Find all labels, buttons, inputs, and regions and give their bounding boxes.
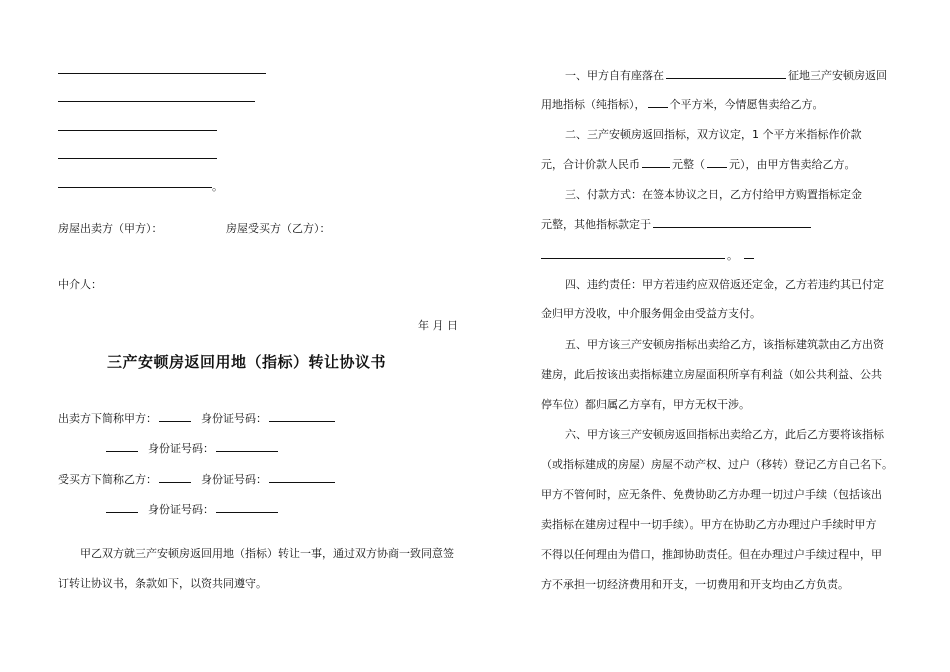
end-mark: 。 (212, 180, 223, 193)
blank-line-5 (58, 187, 212, 188)
clause-5-line-2: 建房，此后按该出卖指标建立房屋面积所享有利益（如公共利益、公共 (541, 368, 882, 381)
blank-line-3 (58, 130, 217, 131)
document-title: 三产安顿房返回用地（指标）转让协议书 (107, 353, 387, 371)
clause-3-line-2: 元整，其他指标款定于 (541, 215, 813, 232)
clause-6-line-4: 卖指标在建房过程中一切手续）。甲方在协助乙方办理过户手续时甲方 (541, 518, 877, 531)
clause-1-line-2: 用地指标（纯指标）， 个平方米，今情愿售卖给乙方。 (541, 95, 824, 112)
seller2-id-label: 身份证号码： (148, 442, 214, 455)
seller-id-label: 身份证号码： (201, 412, 267, 425)
buyer2-name-blank (106, 500, 138, 513)
date-label: 年 月 日 (418, 319, 458, 332)
buyer-id-label: 身份证号码： (201, 473, 267, 486)
intermediary-label: 中介人： (58, 278, 102, 291)
seller-id-blank (269, 409, 335, 422)
clause-5-line-1: 五、甲方该三产安顿房指标出卖给乙方，该指标建筑款由乙方出资 (565, 338, 884, 351)
buyer-row (58, 470, 337, 487)
blank-line-1 (58, 73, 266, 74)
seller-row-2 (104, 439, 280, 456)
seller-sign-label: 房屋出卖方（甲方）： (58, 222, 163, 235)
clause-4-line-1: 四、违约责任：甲方若违约应双倍返还定金，乙方若违约其已付定 (565, 278, 884, 291)
buyer-name-blank (159, 470, 191, 483)
seller-name-blank (159, 409, 191, 422)
buyer-row-2 (104, 500, 280, 517)
seller2-name-blank (106, 439, 138, 452)
blank-line-2 (58, 101, 255, 102)
payment-terms-blank (541, 246, 725, 259)
clause-6-line-3: 甲方不管何时，应无条件、免费协助乙方办理一切过户手续（包括该出 (541, 488, 882, 501)
blank-line-4 (58, 158, 217, 159)
payment-terms-blank-2 (744, 246, 754, 259)
clause-5-line-3: 停车位）都归属乙方享有，甲方无权干涉。 (541, 398, 750, 411)
clause-6-line-6: 方不承担一切经济费用和开支，一切费用和开支均由乙方负责。 (541, 578, 849, 591)
buyer-id-blank (269, 470, 335, 483)
intro-line-2: 订转让协议书，条款如下，以资共同遵守。 (58, 577, 267, 590)
clause-3-line-3: 。 (541, 246, 756, 263)
buyer2-id-label: 身份证号码： (148, 503, 214, 516)
seller-row (58, 409, 337, 426)
clause-2-line-2: 元，合计价款人民币 元整（ 元），由甲方售卖给乙方。 (541, 155, 856, 172)
intro-line-1: 甲乙双方就三产安顿房返回用地（指标）转让一事，通过双方协商一致同意签 (80, 547, 454, 560)
clause-6-line-1: 六、甲方该三产安顿房返回指标出卖给乙方，此后乙方要将该指标 (565, 428, 884, 441)
clause-6-line-2: （或指标建成的房屋）房屋不动产权、过户（移转）登记乙方自己名下。 (541, 458, 893, 471)
clause-4-line-2: 金归甲方没收，中介服务佣金由受益方支付。 (541, 307, 761, 320)
location-blank (666, 66, 786, 79)
seller2-id-blank (216, 439, 278, 452)
total-price-blank (642, 155, 670, 168)
payment-date-blank (653, 215, 811, 228)
clause-1-line-1: 一、甲方自有座落在 征地三产安顿房返回 (565, 66, 887, 83)
clause-3-line-1: 三、付款方式：在签本协议之日，乙方付给甲方购置指标定金 (565, 188, 862, 201)
area-blank (648, 95, 668, 108)
total-price-caps-blank (707, 155, 727, 168)
buyer2-id-blank (216, 500, 278, 513)
buyer-short-label: 受买方下简称乙方： (58, 473, 157, 486)
clause-6-line-5: 不得以任何理由为借口，推卸协助责任。但在办理过户手续过程中，甲 (541, 548, 882, 561)
seller-short-label: 出卖方下简称甲方： (58, 412, 157, 425)
buyer-sign-label: 房屋受买方（乙方）： (226, 222, 331, 235)
clause-2-line-1: 二、三产安顿房返回指标，双方议定，1 个平方米指标作价款 (565, 128, 862, 141)
